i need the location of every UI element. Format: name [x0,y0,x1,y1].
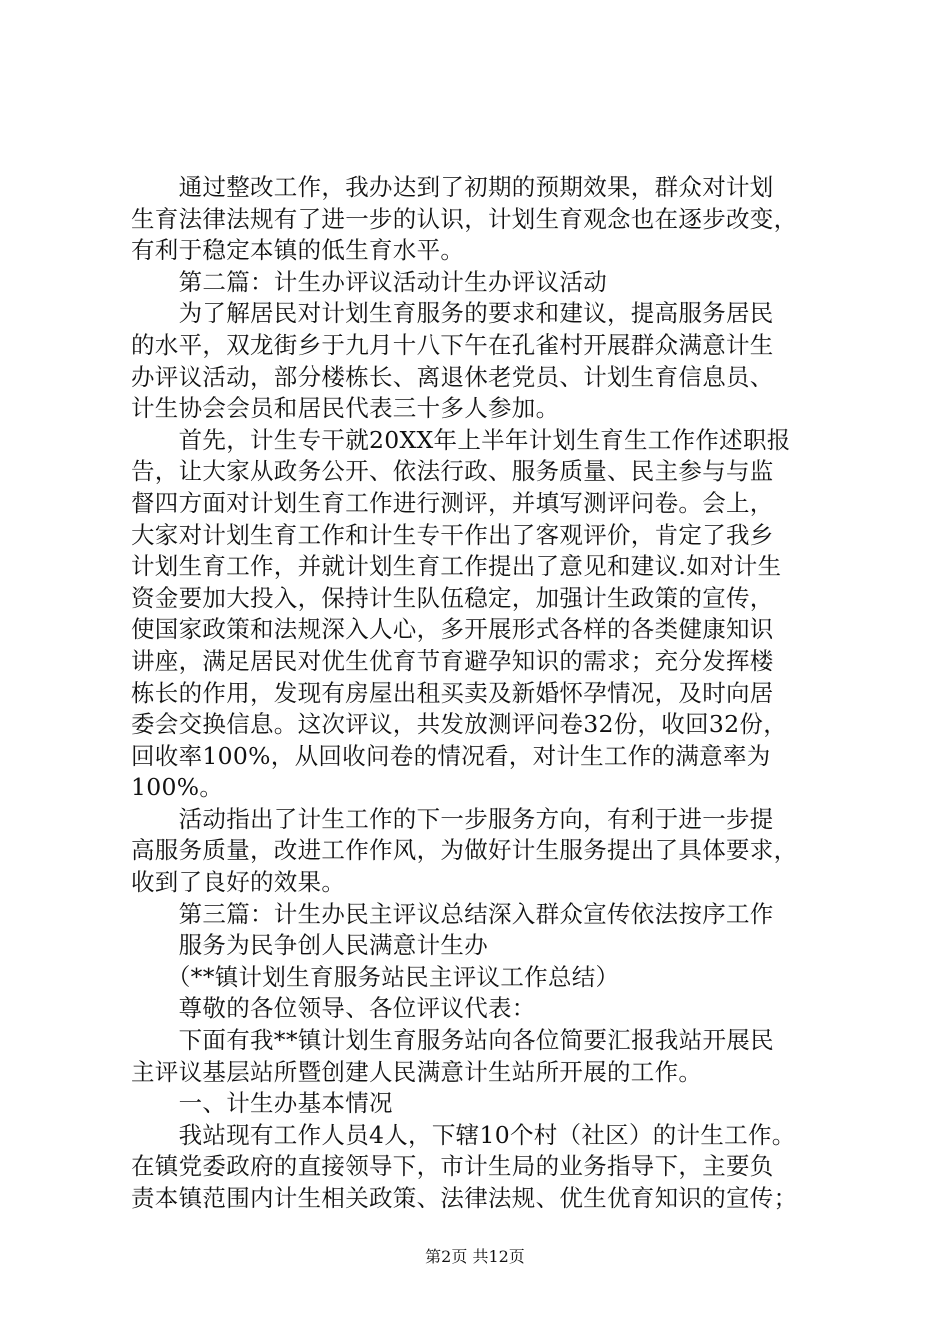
text-line: 第二篇：计生办评议活动计生办评议活动 [131,267,607,296]
text-line: 督四方面对计划生育工作进行测评，并填写测评问卷。会上， [131,488,774,517]
text-line: 计生协会会员和居民代表三十多人参加。 [131,394,560,423]
text-line: 资金要加大投入，保持计生队伍稳定，加强计生政策的宣传， [131,583,774,612]
text-line: 我站现有工作人员4人，下辖10个村（社区）的计生工作。 [131,1120,796,1149]
page-footer: 第2页 共12页 [425,1247,525,1266]
text-line: 活动指出了计生工作的下一步服务方向，有利于进一步提 [131,804,774,833]
text-line: 告，让大家从政务公开、依法行政、服务质量、民主参与与监 [131,457,774,486]
text-line: 主评议基层站所暨创建人民满意计生站所开展的工作。 [131,1057,703,1086]
text-line: 一、计生办基本情况 [131,1089,393,1118]
document-body [131,172,843,1215]
text-line: 下面有我**镇计划生育服务站向各位简要汇报我站开展民 [131,1026,774,1055]
text-line: 通过整改工作，我办达到了初期的预期效果，群众对计划 [131,173,774,201]
text-line: 首先，计生专干就20XX年上半年计划生育生工作作述职报 [131,425,791,454]
text-line: 在镇党委政府的直接领导下，市计生局的业务指导下，主要负 [131,1152,774,1181]
text-line: 办评议活动，部分楼栋长、离退休老党员、计划生育信息员、 [131,362,774,391]
text-line: 尊敬的各位领导、各位评议代表： [131,994,536,1023]
text-line: 收到了良好的效果。 [131,868,346,897]
text-line: 责本镇范围内计生相关政策、法律法规、优生优育知识的宣传； [131,1184,798,1212]
text-line: 有利于稳定本镇的低生育水平。 [131,236,465,265]
text-line: 讲座，满足居民对优生优育节育避孕知识的需求；充分发挥楼 [131,646,774,675]
text-line: 大家对计划生育工作和计生专干作出了客观评价，肯定了我乡 [131,520,774,549]
text-line: 栋长的作用，发现有房屋出租买卖及新婚怀孕情况，及时向居 [131,678,774,707]
text-line: 回收率100%，从回收问卷的情况看，对计生工作的满意率为 [131,741,771,770]
text-line: （**镇计划生育服务站民主评议工作总结） [131,962,620,991]
text-line: 高服务质量，改进工作作风，为做好计生服务提出了具体要求， [131,836,798,865]
text-line: 委会交换信息。这次评议，共发放测评问卷32份，收回32份， [131,710,788,739]
text-line: 服务为民争创人民满意计生办 [131,931,488,960]
text-line: 计划生育工作，并就计划生育工作提出了意见和建议.如对计生 [131,552,782,581]
text-line: 第三篇：计生办民主评议总结深入群众宣传依法按序工作 [131,899,774,928]
text-line: 为了解居民对计划生育服务的要求和建议，提高服务居民 [131,299,774,328]
text-line: 的水平，双龙街乡于九月十八下午在孔雀村开展群众满意计生 [131,330,774,359]
text-line: 100%。 [131,773,224,802]
text-line: 使国家政策和法规深入人心，多开展形式各样的各类健康知识 [131,615,774,644]
text-line: 生育法律法规有了进一步的认识，计划生育观念也在逐步改变， [131,204,798,233]
